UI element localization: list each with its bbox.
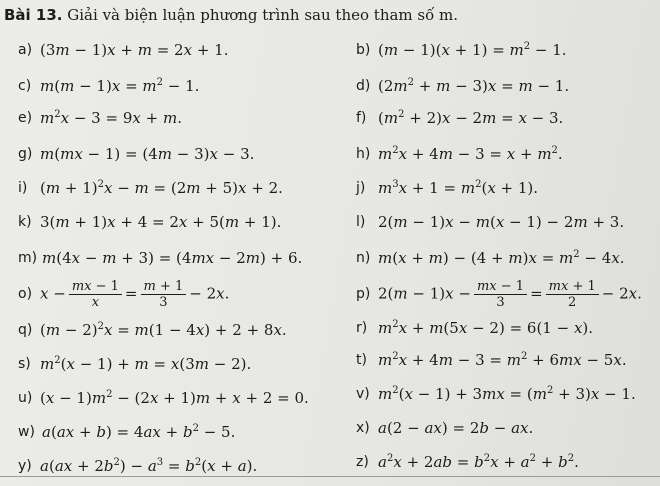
item-label-p: p) <box>356 286 371 302</box>
equation-m <box>18 240 302 276</box>
equation-i <box>18 170 283 206</box>
equation-k <box>18 204 281 240</box>
item-label-k: k) <box>18 214 32 230</box>
item-label-s: s) <box>18 356 31 372</box>
item-label-u: u) <box>18 390 33 406</box>
item-label-r: r) <box>356 320 368 336</box>
item-label-o: o) <box>18 286 33 302</box>
equation-l-math: 2(m − 1)x − m(x − 1) − 2m + 3. <box>378 213 625 231</box>
equation-o-math: x − $\frac{mx - 1}{x}$ = $\frac{m + 1}{3}$ − 2x. <box>40 278 230 310</box>
item-label-l: l) <box>356 214 366 230</box>
page-bottom-rule <box>0 476 660 477</box>
equation-p-math: 2(m − 1)x − $\frac{mx - 1}{3}$ = $\frac{mx + 1}{2}$ − 2x. <box>378 278 642 310</box>
equation-r <box>356 310 593 346</box>
item-label-j: j) <box>356 180 366 196</box>
equation-t <box>356 342 627 378</box>
equation-n-math: $m(x + m) - (4 + m)x = m^2 - 4x$. <box>378 249 625 267</box>
equation-k-math: 3(m + 1)x + 4 = 2x + 5(m + 1). <box>40 213 282 231</box>
equation-j <box>356 170 538 206</box>
equation-v <box>356 376 636 412</box>
item-label-a: a) <box>18 42 33 58</box>
equation-d-math: $(2m^2 + m - 3)x = m - 1$. <box>378 77 570 95</box>
equation-d <box>356 68 569 104</box>
item-label-t: t) <box>356 352 367 368</box>
equation-r-math: $m^2x + m(5x - 2) = 6(1 - x)$. <box>378 319 594 337</box>
item-label-w: w) <box>18 424 35 440</box>
equation-c-math: $m(m - 1)x = m^2 - 1$. <box>40 77 200 95</box>
item-label-h: h) <box>356 146 371 162</box>
equation-t-math: $m^2x + 4m - 3 = m^2 + 6mx - 5x$. <box>378 351 627 369</box>
item-label-f: f) <box>356 110 367 126</box>
equation-s <box>18 346 251 382</box>
equation-p <box>356 274 642 314</box>
item-label-z: z) <box>356 454 369 470</box>
item-label-c: c) <box>18 78 32 94</box>
equation-e <box>18 100 182 136</box>
equation-j-math: $m^3x + 1 = m^2(x + 1)$. <box>378 179 539 197</box>
equation-w <box>18 414 235 450</box>
item-label-g: g) <box>18 146 33 162</box>
exercise-title <box>4 6 458 24</box>
item-label-m: m) <box>18 250 38 266</box>
exercise-instruction: Giải và biện luận phương trình sau theo tham số m. <box>67 6 459 24</box>
equation-o <box>18 274 229 314</box>
equation-n <box>356 240 625 276</box>
equation-l <box>356 204 624 240</box>
equation-b <box>356 32 567 68</box>
item-label-x: x) <box>356 420 370 436</box>
equation-v-math: $m^2(x - 1) + 3mx = (m^2 + 3)x - 1$. <box>378 385 636 403</box>
equation-i-math: $(m + 1)^2x - m = (2m + 5)x + 2$. <box>40 179 283 197</box>
equation-y <box>18 448 257 484</box>
equation-w-math: $a(ax + b) = 4ax + b^2 - 5$. <box>42 423 236 441</box>
equation-g-math: m(mx − 1) = (4m − 3)x − 3. <box>40 145 255 163</box>
item-label-q: q) <box>18 322 33 338</box>
equation-a-math: (3m − 1)x + m = 2x + 1. <box>40 41 229 59</box>
equation-z <box>356 444 579 480</box>
equation-h-math: $m^2x + 4m - 3 = x + m^2$. <box>378 145 563 163</box>
equation-f <box>356 100 563 136</box>
equation-m-math: m(4x − m + 3) = (4mx − 2m) + 6. <box>42 249 303 267</box>
item-label-n: n) <box>356 250 371 266</box>
equation-u-math: $(x - 1)m^2 - (2x + 1)m + x + 2 = 0$. <box>40 389 309 407</box>
equation-b-math: $(m - 1)(x + 1) = m^2 - 1$. <box>378 41 567 59</box>
equation-z-math: $a^2x + 2ab = b^2x + a^2 + b^2$. <box>378 453 579 471</box>
equation-y-math: $a(ax + 2b^2) - a^3 = b^2(x + a)$. <box>40 457 258 475</box>
equation-c <box>18 68 199 104</box>
equation-x <box>356 410 533 446</box>
item-label-y: y) <box>18 458 32 474</box>
item-label-b: b) <box>356 42 371 58</box>
equation-q-math: $(m - 2)^2x = m(1 - 4x) + 2 + 8x$. <box>40 321 287 339</box>
item-label-e: e) <box>18 110 33 126</box>
equation-g <box>18 136 254 172</box>
equation-x-math: a(2 − ax) = 2b − ax. <box>378 419 534 437</box>
equation-e-math: $m^2x - 3 = 9x + m$. <box>40 109 182 127</box>
item-label-i: i) <box>18 180 28 196</box>
equation-s-math: $m^2(x - 1) + m = x(3m - 2)$. <box>40 355 252 373</box>
equation-f-math: $(m^2 + 2)x - 2m = x - 3$. <box>378 109 564 127</box>
equation-a <box>18 32 229 68</box>
exercise-number: Bài 13. <box>4 6 63 24</box>
equation-h <box>356 136 563 172</box>
equation-u <box>18 380 309 416</box>
item-label-v: v) <box>356 386 370 402</box>
equation-q <box>18 312 287 348</box>
item-label-d: d) <box>356 78 371 94</box>
